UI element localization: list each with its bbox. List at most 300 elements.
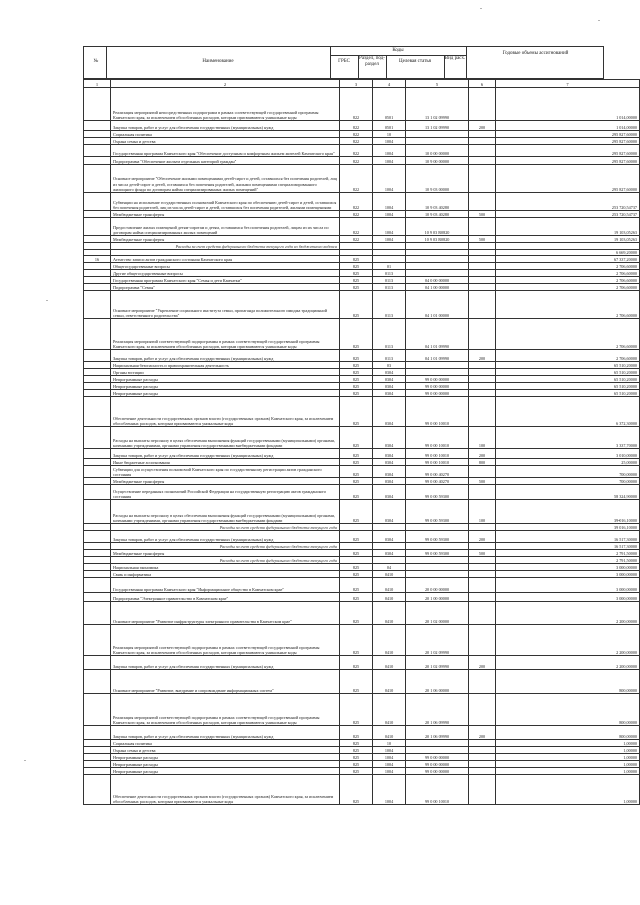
row-number xyxy=(84,449,111,459)
row-name: Реализация мероприятий непосредственных подпрограмм в рамках соответствующей государственной программы Камчатского края, за исключением обособленных расходов, которым присваиваются уникальные коды xyxy=(111,88,340,121)
row-section: 0304 xyxy=(373,449,406,459)
row-section: 0410 xyxy=(373,593,406,602)
table-row xyxy=(84,557,640,564)
col-index: 5 xyxy=(406,80,469,88)
row-number xyxy=(84,747,111,754)
row-name: Охрана семьи и детства xyxy=(111,747,340,754)
scan-speck xyxy=(480,8,482,9)
row-target: 99 0 00 00000 xyxy=(406,761,469,768)
row-number xyxy=(84,550,111,557)
table-row xyxy=(84,524,640,531)
row-target xyxy=(406,263,469,270)
row-target: 04 1 01 09990 xyxy=(406,350,469,362)
row-name: Основное мероприятие "Обеспечение жилыми помещениями детей-сирот и детей, оставшихся без попечения родителей, лиц из числа детей-сирот и детей, оставшихся без попечения родителей, жилыми помещениями специализированного жилищного фонда по договорам найма специализированных жилых помещений" xyxy=(111,165,340,193)
row-number xyxy=(84,131,111,138)
row-name: Подпрограмма "Обеспечение жильем отдельных категорий граждан" xyxy=(111,157,340,165)
row-section: 0501 xyxy=(373,121,406,131)
row-name: Связь и информатика xyxy=(111,571,340,578)
row-name: Межбюджетные трансферты xyxy=(111,211,340,218)
row-number xyxy=(84,543,111,550)
row-sum: 3 000,00000 xyxy=(496,571,640,578)
row-name: Обеспечение деятельности государственных органов власти (государственных органов) Камчатского края, за исключением обособленных расходов, которым присваиваются уникальные коды xyxy=(111,775,340,805)
row-target: 13 1 02 09990 xyxy=(406,88,469,121)
row-vr xyxy=(469,256,496,263)
row-sum: 2 706,60000 xyxy=(496,263,640,270)
row-section: 0410 xyxy=(373,578,406,593)
table-row xyxy=(84,390,640,397)
table-row xyxy=(84,466,640,478)
row-section: 1004 xyxy=(373,236,406,243)
row-section: 1004 xyxy=(373,768,406,775)
table-row xyxy=(84,485,640,500)
table-row xyxy=(84,578,640,593)
row-sum: 295 827,60000 xyxy=(496,145,640,157)
header-section: Раздел, под-раздел xyxy=(359,56,385,67)
row-name: Охрана семьи и детства xyxy=(111,138,340,145)
header-codes: Коды xyxy=(392,48,404,53)
row-name: Органы юстиции xyxy=(111,369,340,376)
row-target xyxy=(406,524,469,531)
row-grbs: 822 xyxy=(340,218,373,236)
row-target: 20 1 02 09990 xyxy=(406,656,469,670)
row-number xyxy=(84,775,111,805)
row-section: 0113 xyxy=(373,291,406,319)
row-vr xyxy=(469,775,496,805)
row-number xyxy=(84,277,111,284)
row-vr: 200 xyxy=(469,449,496,459)
row-vr: 500 xyxy=(469,550,496,557)
row-grbs: 822 xyxy=(340,211,373,218)
row-section: 1004 xyxy=(373,747,406,754)
row-vr: 500 xyxy=(469,236,496,243)
row-number xyxy=(84,350,111,362)
row-vr xyxy=(469,694,496,726)
row-sum: 2 706,60000 xyxy=(496,319,640,350)
row-vr xyxy=(469,397,496,427)
row-grbs: 822 xyxy=(340,157,373,165)
row-number xyxy=(84,571,111,578)
row-sum: 1,00000 xyxy=(496,768,640,775)
row-sum: 3 000,00000 xyxy=(496,564,640,571)
row-number xyxy=(84,193,111,211)
header-grbs: ГРБС xyxy=(338,59,350,64)
table-row xyxy=(84,319,640,350)
row-number xyxy=(84,270,111,277)
row-grbs: 825 xyxy=(340,383,373,390)
row-vr xyxy=(469,157,496,165)
row-number xyxy=(84,602,111,625)
row-vr xyxy=(469,625,496,656)
row-grbs: 825 xyxy=(340,761,373,768)
row-number xyxy=(84,656,111,670)
row-grbs: 825 xyxy=(340,449,373,459)
row-vr xyxy=(469,557,496,564)
row-section: 1004 xyxy=(373,165,406,193)
row-name: Государственная программа Камчатского края "Семья и дети Камчатки" xyxy=(111,277,340,284)
row-target: 10 9 03 40280 xyxy=(406,211,469,218)
row-number xyxy=(84,459,111,466)
row-name: Закупка товаров, работ и услуг для обеспечения государственных (муниципальных) нужд xyxy=(111,531,340,543)
row-name: Межбюджетные трансферты xyxy=(111,478,340,485)
row-number xyxy=(84,362,111,369)
row-target: 99 0 00 10010 xyxy=(406,459,469,466)
row-number xyxy=(84,236,111,243)
row-target: 10 9 03 00000 xyxy=(406,165,469,193)
row-name: Национальная безопасность и правоохранительная деятельность xyxy=(111,362,340,369)
row-name: Непрограммные расходы xyxy=(111,376,340,383)
row-number xyxy=(84,754,111,761)
row-number xyxy=(84,376,111,383)
row-grbs: 822 xyxy=(340,138,373,145)
row-number xyxy=(84,485,111,500)
row-section xyxy=(373,256,406,263)
row-number xyxy=(84,319,111,350)
table-row xyxy=(84,761,640,768)
row-target: 13 1 02 09990 xyxy=(406,121,469,131)
row-number xyxy=(84,145,111,157)
row-vr: 500 xyxy=(469,478,496,485)
row-sum: 6 669,20000 xyxy=(496,250,640,256)
row-target: 99 0 00 10010 xyxy=(406,775,469,805)
row-vr xyxy=(469,284,496,291)
table-row xyxy=(84,243,640,250)
table-row xyxy=(84,602,640,625)
row-number xyxy=(84,218,111,236)
scan-speck xyxy=(46,300,48,301)
row-sum: 2 706,60000 xyxy=(496,291,640,319)
row-number xyxy=(84,740,111,747)
row-sum: 1,00000 xyxy=(496,754,640,761)
row-sum: 2 791,50000 xyxy=(496,557,640,564)
row-vr xyxy=(469,131,496,138)
row-vr xyxy=(469,291,496,319)
row-target xyxy=(406,747,469,754)
table-row xyxy=(84,593,640,602)
table-row xyxy=(84,88,640,121)
row-grbs: 822 xyxy=(340,88,373,121)
row-target xyxy=(406,369,469,376)
table-row xyxy=(84,449,640,459)
row-name: Расходы на выплаты персоналу в целях обеспечения выполнения функций государственными (муниципальными) органами, казенными учреждениями, органами управления государственными внебюджетными фондами xyxy=(111,500,340,524)
row-name: Непрограммные расходы xyxy=(111,390,340,397)
row-sum: 16 517,30000 xyxy=(496,543,640,550)
row-target: 20 1 06 09990 xyxy=(406,726,469,740)
row-section: 0304 xyxy=(373,369,406,376)
row-grbs: 825 xyxy=(340,256,373,263)
row-number xyxy=(84,761,111,768)
row-target xyxy=(406,362,469,369)
row-sum: 65 510,20000 xyxy=(496,383,640,390)
row-section: 1004 xyxy=(373,761,406,768)
row-name: Расходы на выплаты персоналу в целях обеспечения выполнения функций государственными (муниципальными) органами, казенными учреждениями, органами управления государственными внебюджетными фондами xyxy=(111,427,340,449)
row-target: 99 0 00 10010 xyxy=(406,427,469,449)
row-sum: 253 720,54737 xyxy=(496,193,640,211)
row-vr xyxy=(469,390,496,397)
row-name: Расходы за счет средств федерального бюджета текущего года из бюджетного кодекса xyxy=(111,243,340,250)
row-name: Реализация мероприятий соответствующей подпрограммы в рамках соответствующей государственной программы Камчатского края, за исключением обособленных расходов, которым присваиваются уникальные коды xyxy=(111,319,340,350)
row-section: 1004 xyxy=(373,193,406,211)
row-vr xyxy=(469,369,496,376)
row-target: 04 1 01 00000 xyxy=(406,291,469,319)
row-target xyxy=(406,557,469,564)
row-vr xyxy=(469,319,496,350)
row-name: Непрограммные расходы xyxy=(111,383,340,390)
row-name: Межбюджетные трансферты xyxy=(111,550,340,557)
row-section: 10 xyxy=(373,740,406,747)
row-vr: 200 xyxy=(469,121,496,131)
row-target: 99 0 00 10010 xyxy=(406,397,469,427)
row-grbs: 822 xyxy=(340,165,373,193)
budget-table xyxy=(83,79,640,805)
row-vr xyxy=(469,740,496,747)
row-number xyxy=(84,670,111,694)
row-section: 0410 xyxy=(373,625,406,656)
row-section: 1004 xyxy=(373,218,406,236)
row-vr xyxy=(469,243,496,250)
row-grbs: 825 xyxy=(340,319,373,350)
row-section: 0410 xyxy=(373,670,406,694)
row-target: 99 0 00 10010 xyxy=(406,449,469,459)
row-number xyxy=(84,138,111,145)
row-number xyxy=(84,578,111,593)
row-section: 0410 xyxy=(373,656,406,670)
row-target xyxy=(406,571,469,578)
table-row xyxy=(84,571,640,578)
row-vr xyxy=(469,768,496,775)
row-grbs: 825 xyxy=(340,397,373,427)
row-target: 10 9 00 00000 xyxy=(406,157,469,165)
row-grbs: 825 xyxy=(340,571,373,578)
row-number xyxy=(84,726,111,740)
table-row xyxy=(84,284,640,291)
table-row xyxy=(84,350,640,362)
row-vr: 100 xyxy=(469,427,496,449)
row-sum: 19 103,05263 xyxy=(496,218,640,236)
table-row xyxy=(84,277,640,284)
row-vr xyxy=(469,263,496,270)
row-target: 99 0 00 00000 xyxy=(406,390,469,397)
row-grbs: 825 xyxy=(340,466,373,478)
table-row xyxy=(84,550,640,557)
table-row xyxy=(84,656,640,670)
row-number xyxy=(84,291,111,319)
row-section: 0113 xyxy=(373,270,406,277)
row-grbs: 825 xyxy=(340,459,373,466)
table-row xyxy=(84,263,640,270)
row-name: Основное мероприятие "Развитие инфраструктуры электронного правительства в Камчатском крае" xyxy=(111,602,340,625)
row-sum: 19 103,05263 xyxy=(496,236,640,243)
row-name: Реализация мероприятий соответствующей подпрограммы в рамках соответствующей государственной программы Камчатского края, за исключением обособленных расходов, которым присваиваются уникальные коды xyxy=(111,625,340,656)
row-grbs: 825 xyxy=(340,564,373,571)
row-sum: 65 510,20000 xyxy=(496,390,640,397)
table-row xyxy=(84,775,640,805)
row-grbs: 822 xyxy=(340,131,373,138)
row-section xyxy=(373,557,406,564)
table-row xyxy=(84,694,640,726)
row-number xyxy=(84,243,111,250)
row-sum: 2 791,50000 xyxy=(496,550,640,557)
row-sum: 800,00000 xyxy=(496,694,640,726)
row-name: Субвенции для осуществления полномочий Камчатского края по государственному регистрации актов гражданского состояния xyxy=(111,466,340,478)
row-vr xyxy=(469,145,496,157)
row-sum: 253 720,54737 xyxy=(496,211,640,218)
table-row xyxy=(84,157,640,165)
row-target: 20 1 00 00000 xyxy=(406,593,469,602)
row-name: Непрограммные расходы xyxy=(111,754,340,761)
table-row xyxy=(84,145,640,157)
row-grbs: 825 xyxy=(340,747,373,754)
row-section: 1004 xyxy=(373,138,406,145)
row-name: Обеспечение деятельности государственных органов власти (государственных органов) Камчатского края, за исключением обособленных расходов, которым присваиваются уникальные коды xyxy=(111,397,340,427)
table-row xyxy=(84,747,640,754)
row-sum: 3 000,00000 xyxy=(496,578,640,593)
table-row xyxy=(84,564,640,571)
table-row xyxy=(84,625,640,656)
row-vr xyxy=(469,466,496,478)
row-target: 99 0 00 40270 xyxy=(406,478,469,485)
row-sum: 1,00000 xyxy=(496,761,640,768)
row-sum: 6 372,30000 xyxy=(496,397,640,427)
row-number xyxy=(84,390,111,397)
row-grbs: 825 xyxy=(340,485,373,500)
row-grbs: 825 xyxy=(340,270,373,277)
row-name: Общегосударственные вопросы xyxy=(111,263,340,270)
row-vr xyxy=(469,485,496,500)
row-sum: 295 827,60000 xyxy=(496,138,640,145)
row-sum: 700,00000 xyxy=(496,478,640,485)
header-target: Целевая статья xyxy=(399,59,431,64)
row-target xyxy=(406,270,469,277)
row-section: 0304 xyxy=(373,466,406,478)
row-section: 0304 xyxy=(373,500,406,524)
row-vr xyxy=(469,761,496,768)
row-vr xyxy=(469,362,496,369)
table-row xyxy=(84,138,640,145)
row-section: 04 xyxy=(373,564,406,571)
row-section: 0304 xyxy=(373,390,406,397)
row-section: 0113 xyxy=(373,319,406,350)
row-name: Государственная программа Камчатского края "Информационное общество в Камчатском крае" xyxy=(111,578,340,593)
row-grbs: 825 xyxy=(340,350,373,362)
row-section: 0304 xyxy=(373,427,406,449)
col-index: 2 xyxy=(111,80,340,88)
row-target xyxy=(406,138,469,145)
row-grbs: 822 xyxy=(340,193,373,211)
row-name: Социальная политика xyxy=(111,131,340,138)
row-name: Расходы за счет средств федерального бюджета текущего года xyxy=(111,543,340,550)
row-target xyxy=(406,564,469,571)
row-grbs: 825 xyxy=(340,369,373,376)
row-number xyxy=(84,557,111,564)
table-row xyxy=(84,500,640,524)
row-target: 10 9 03 R0820 xyxy=(406,218,469,236)
row-sum: 67 337,20000 xyxy=(496,256,640,263)
row-grbs: 825 xyxy=(340,376,373,383)
row-number xyxy=(84,284,111,291)
row-name: Государственная программа Камчатского края "Обеспечение доступным и комфортным жильем жителей Камчатского края" xyxy=(111,145,340,157)
row-grbs xyxy=(340,524,373,531)
row-target: 20 1 02 09990 xyxy=(406,625,469,656)
row-section: 0304 xyxy=(373,383,406,390)
row-sum xyxy=(496,243,640,250)
table-row xyxy=(84,211,640,218)
row-sum: 800,00000 xyxy=(496,670,640,694)
row-vr: 200 xyxy=(469,531,496,543)
row-name: Расходы за счет средств федерального бюджета текущего года xyxy=(111,557,340,564)
row-vr: 200 xyxy=(469,726,496,740)
row-number xyxy=(84,427,111,449)
row-target: 10 0 00 00000 xyxy=(406,145,469,157)
table-row xyxy=(84,543,640,550)
row-vr: 200 xyxy=(469,656,496,670)
table-row xyxy=(84,670,640,694)
row-number xyxy=(84,383,111,390)
row-section: 0410 xyxy=(373,571,406,578)
header-num: № xyxy=(93,59,99,64)
row-target: 99 0 00 00000 xyxy=(406,383,469,390)
row-section: 0304 xyxy=(373,550,406,557)
table-row xyxy=(84,256,640,263)
row-sum: 1 014,00000 xyxy=(496,121,640,131)
row-target: 99 0 00 40270 xyxy=(406,466,469,478)
table-row xyxy=(84,236,640,243)
row-number xyxy=(84,88,111,121)
row-grbs: 825 xyxy=(340,740,373,747)
row-vr xyxy=(469,138,496,145)
row-grbs: 825 xyxy=(340,578,373,593)
table-row xyxy=(84,754,640,761)
row-number: 16 xyxy=(84,256,111,263)
row-grbs: 822 xyxy=(340,236,373,243)
row-name: Иные бюджетные ассигнования xyxy=(111,459,340,466)
col-index: 4 xyxy=(373,80,406,88)
row-name: Закупка товаров, работ и услуг для обеспечения государственных (муниципальных) нужд xyxy=(111,449,340,459)
row-grbs xyxy=(340,543,373,550)
row-sum: 295 827,60000 xyxy=(496,131,640,138)
table-row xyxy=(84,270,640,277)
row-target: 99 0 00 59300 xyxy=(406,550,469,557)
table-row xyxy=(84,531,640,543)
row-grbs: 825 xyxy=(340,754,373,761)
row-sum: 65 510,20000 xyxy=(496,376,640,383)
row-name: Непрограммные расходы xyxy=(111,768,340,775)
row-vr xyxy=(469,754,496,761)
row-vr xyxy=(469,376,496,383)
row-section: 1004 xyxy=(373,157,406,165)
row-grbs: 825 xyxy=(340,277,373,284)
row-section: 0113 xyxy=(373,350,406,362)
row-vr xyxy=(469,165,496,193)
table-header xyxy=(83,46,604,79)
table-row xyxy=(84,362,640,369)
row-sum: 2 706,60000 xyxy=(496,277,640,284)
header-sum: Годовые объемы ассигнований xyxy=(502,51,569,56)
row-target xyxy=(406,543,469,550)
row-section: 01 xyxy=(373,263,406,270)
row-name: Закупка товаров, работ и услуг для обеспечения государственных (муниципальных) нужд xyxy=(111,121,340,131)
row-grbs: 825 xyxy=(340,531,373,543)
row-number xyxy=(84,157,111,165)
row-vr: 100 xyxy=(469,500,496,524)
row-number xyxy=(84,466,111,478)
row-target xyxy=(406,131,469,138)
row-sum: 39 016,10000 xyxy=(496,500,640,524)
row-name: Осуществление переданных полномочий Российской Федерации на государственную регистрацию актов гражданского состояния xyxy=(111,485,340,500)
table-row xyxy=(84,427,640,449)
row-name: Основное мероприятие "Развитие, внедрение и сопровождение информационных систем" xyxy=(111,670,340,694)
row-sum: 2 200,00000 xyxy=(496,656,640,670)
row-target: 99 0 00 00000 xyxy=(406,754,469,761)
